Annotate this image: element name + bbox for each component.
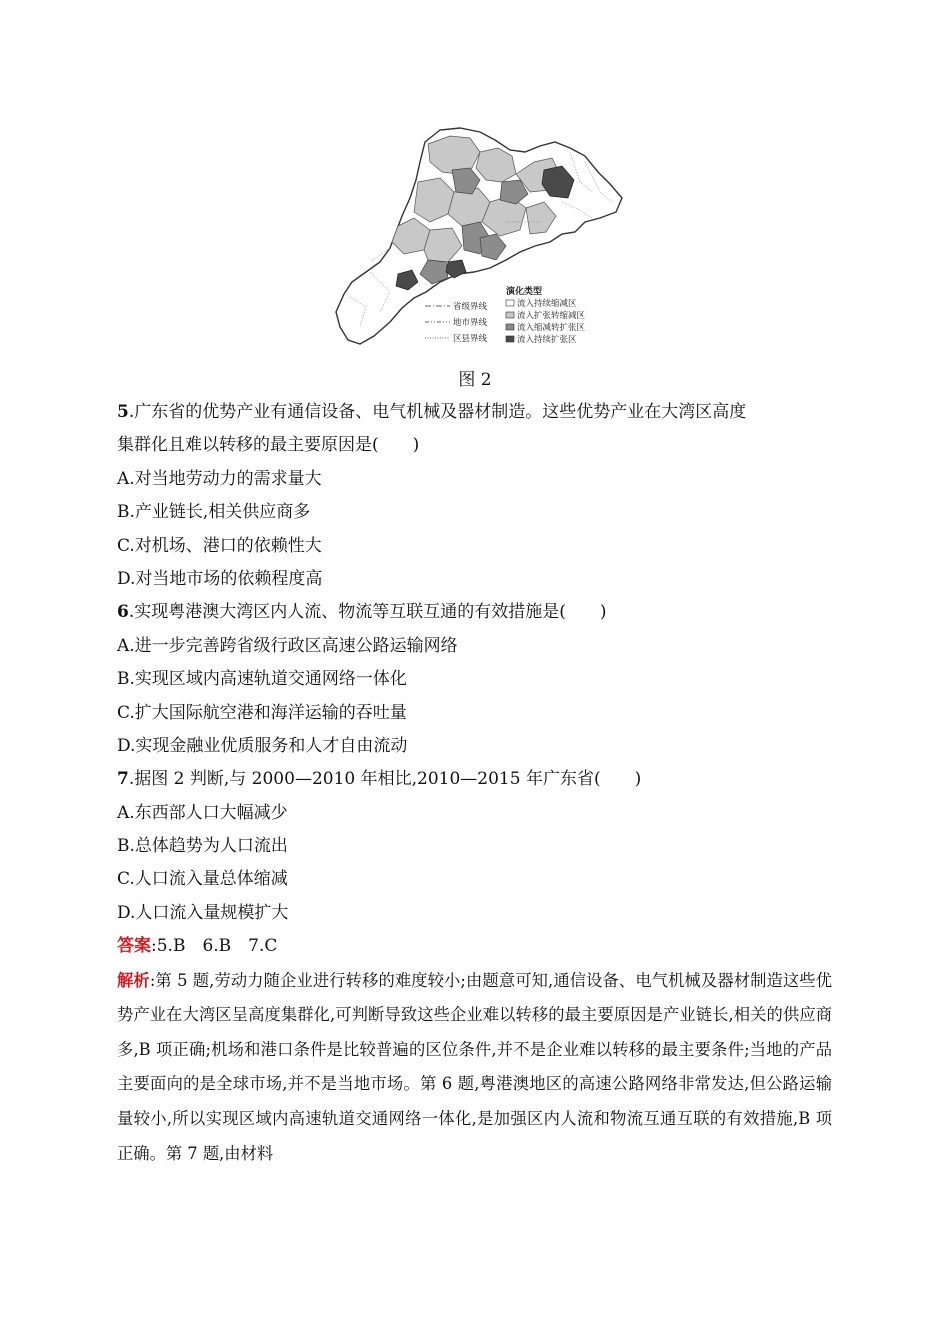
answer-text: :5.B 6.B 7.C bbox=[151, 936, 278, 957]
legend-city-boundary: 地市界线 bbox=[453, 318, 488, 328]
question-5-option-c: C.对机场、港口的依赖性大 bbox=[117, 535, 322, 556]
legend-swatch-3 bbox=[506, 336, 514, 342]
question-6-option-d: D.实现金融业优质服务和人才自由流动 bbox=[117, 735, 408, 756]
question-6-stem bbox=[117, 596, 832, 629]
analysis-paragraph bbox=[117, 964, 832, 1172]
analysis-text: :第 5 题,劳动力随企业进行转移的难度较小;由题意可知,通信设备、电气机械及器材制造这些优势产业在大湾区呈高度集群化,可判断导致这些企业难以转移的最主要原因是产业链长,相关的供应商多,B 项正确;机场和港口条件是比较普遍的区位条件,并不是企业难以转移的最主要条件;当地的产品主要面向的是全球市场,并不是当地市场。第 6 题,粤港澳地区的高速公路网络非常发达,但公路运输量较小,所以实现区域内高速轨道交通网络一体化,是加强区内人流和物流互通互联的有效措施,B 项正确。第 7 题,由材料 bbox=[117, 970, 832, 1163]
legend-swatch-2 bbox=[506, 324, 514, 330]
question-stem-text: .实现粤港澳大湾区内人流、物流等互联互通的有效措施是( ) bbox=[128, 602, 607, 623]
question-7-option-a: A.东西部人口大幅减少 bbox=[117, 802, 288, 823]
question-5-stem-line-2: 集群化且难以转移的最主要原因是( ) bbox=[117, 435, 420, 456]
question-7-option-c: C.人口流入量总体缩减 bbox=[117, 869, 288, 890]
question-5-option-b: B.产业链长,相关供应商多 bbox=[117, 502, 311, 523]
question-6-option-b: B.实现区域内高速轨道交通网络一体化 bbox=[117, 669, 407, 690]
legend-swatch-1 bbox=[506, 312, 514, 318]
legend-county-boundary: 区县界线 bbox=[453, 334, 488, 344]
analysis-label: 解析 bbox=[117, 970, 150, 990]
question-5-option-d: D.对当地市场的依赖程度高 bbox=[117, 568, 323, 589]
legend-type-2: 流入缩减转扩张区 bbox=[517, 323, 586, 333]
question-number: 6 bbox=[117, 602, 129, 623]
question-6-option-c: C.扩大国际航空港和海洋运输的吞吐量 bbox=[117, 702, 407, 723]
legend-type-0: 流入持续缩减区 bbox=[517, 299, 577, 309]
legend-type-1: 流入扩张转缩减区 bbox=[517, 311, 586, 321]
question-6-option-a: A.进一步完善跨省级行政区高速公路运输网络 bbox=[117, 635, 458, 656]
guangdong-map bbox=[330, 122, 630, 347]
question-7-option-b: B.总体趋势为人口流出 bbox=[117, 836, 288, 857]
answer-line bbox=[117, 930, 832, 963]
question-content bbox=[117, 396, 832, 1171]
question-number: 5 bbox=[117, 402, 129, 422]
question-stem-text: .据图 2 判断,与 2000—2010 年相比,2010—2015 年广东省( ) bbox=[128, 769, 642, 790]
legend-province-boundary: 省级界线 bbox=[453, 302, 488, 312]
question-7-option-d: D.人口流入量规模扩大 bbox=[117, 902, 289, 923]
legend-title: 演化类型 bbox=[506, 287, 543, 297]
figure-caption: 图 2 bbox=[458, 370, 492, 390]
answer-label: 答案 bbox=[117, 936, 151, 957]
question-7-stem bbox=[117, 763, 832, 796]
question-5-stem-line-1 bbox=[117, 396, 832, 429]
question-stem-text: .广东省的优势产业有通信设备、电气机械及器材制造。这些优势产业在大湾区高度 bbox=[128, 402, 747, 422]
question-number: 7 bbox=[117, 769, 129, 790]
legend-type-3: 流入持续扩张区 bbox=[517, 335, 577, 345]
legend-swatch-0 bbox=[506, 300, 514, 306]
question-5-option-a: A.对当地劳动力的需求量大 bbox=[117, 468, 322, 489]
guangdong-map-figure bbox=[330, 122, 630, 347]
map-legend bbox=[425, 285, 586, 345]
